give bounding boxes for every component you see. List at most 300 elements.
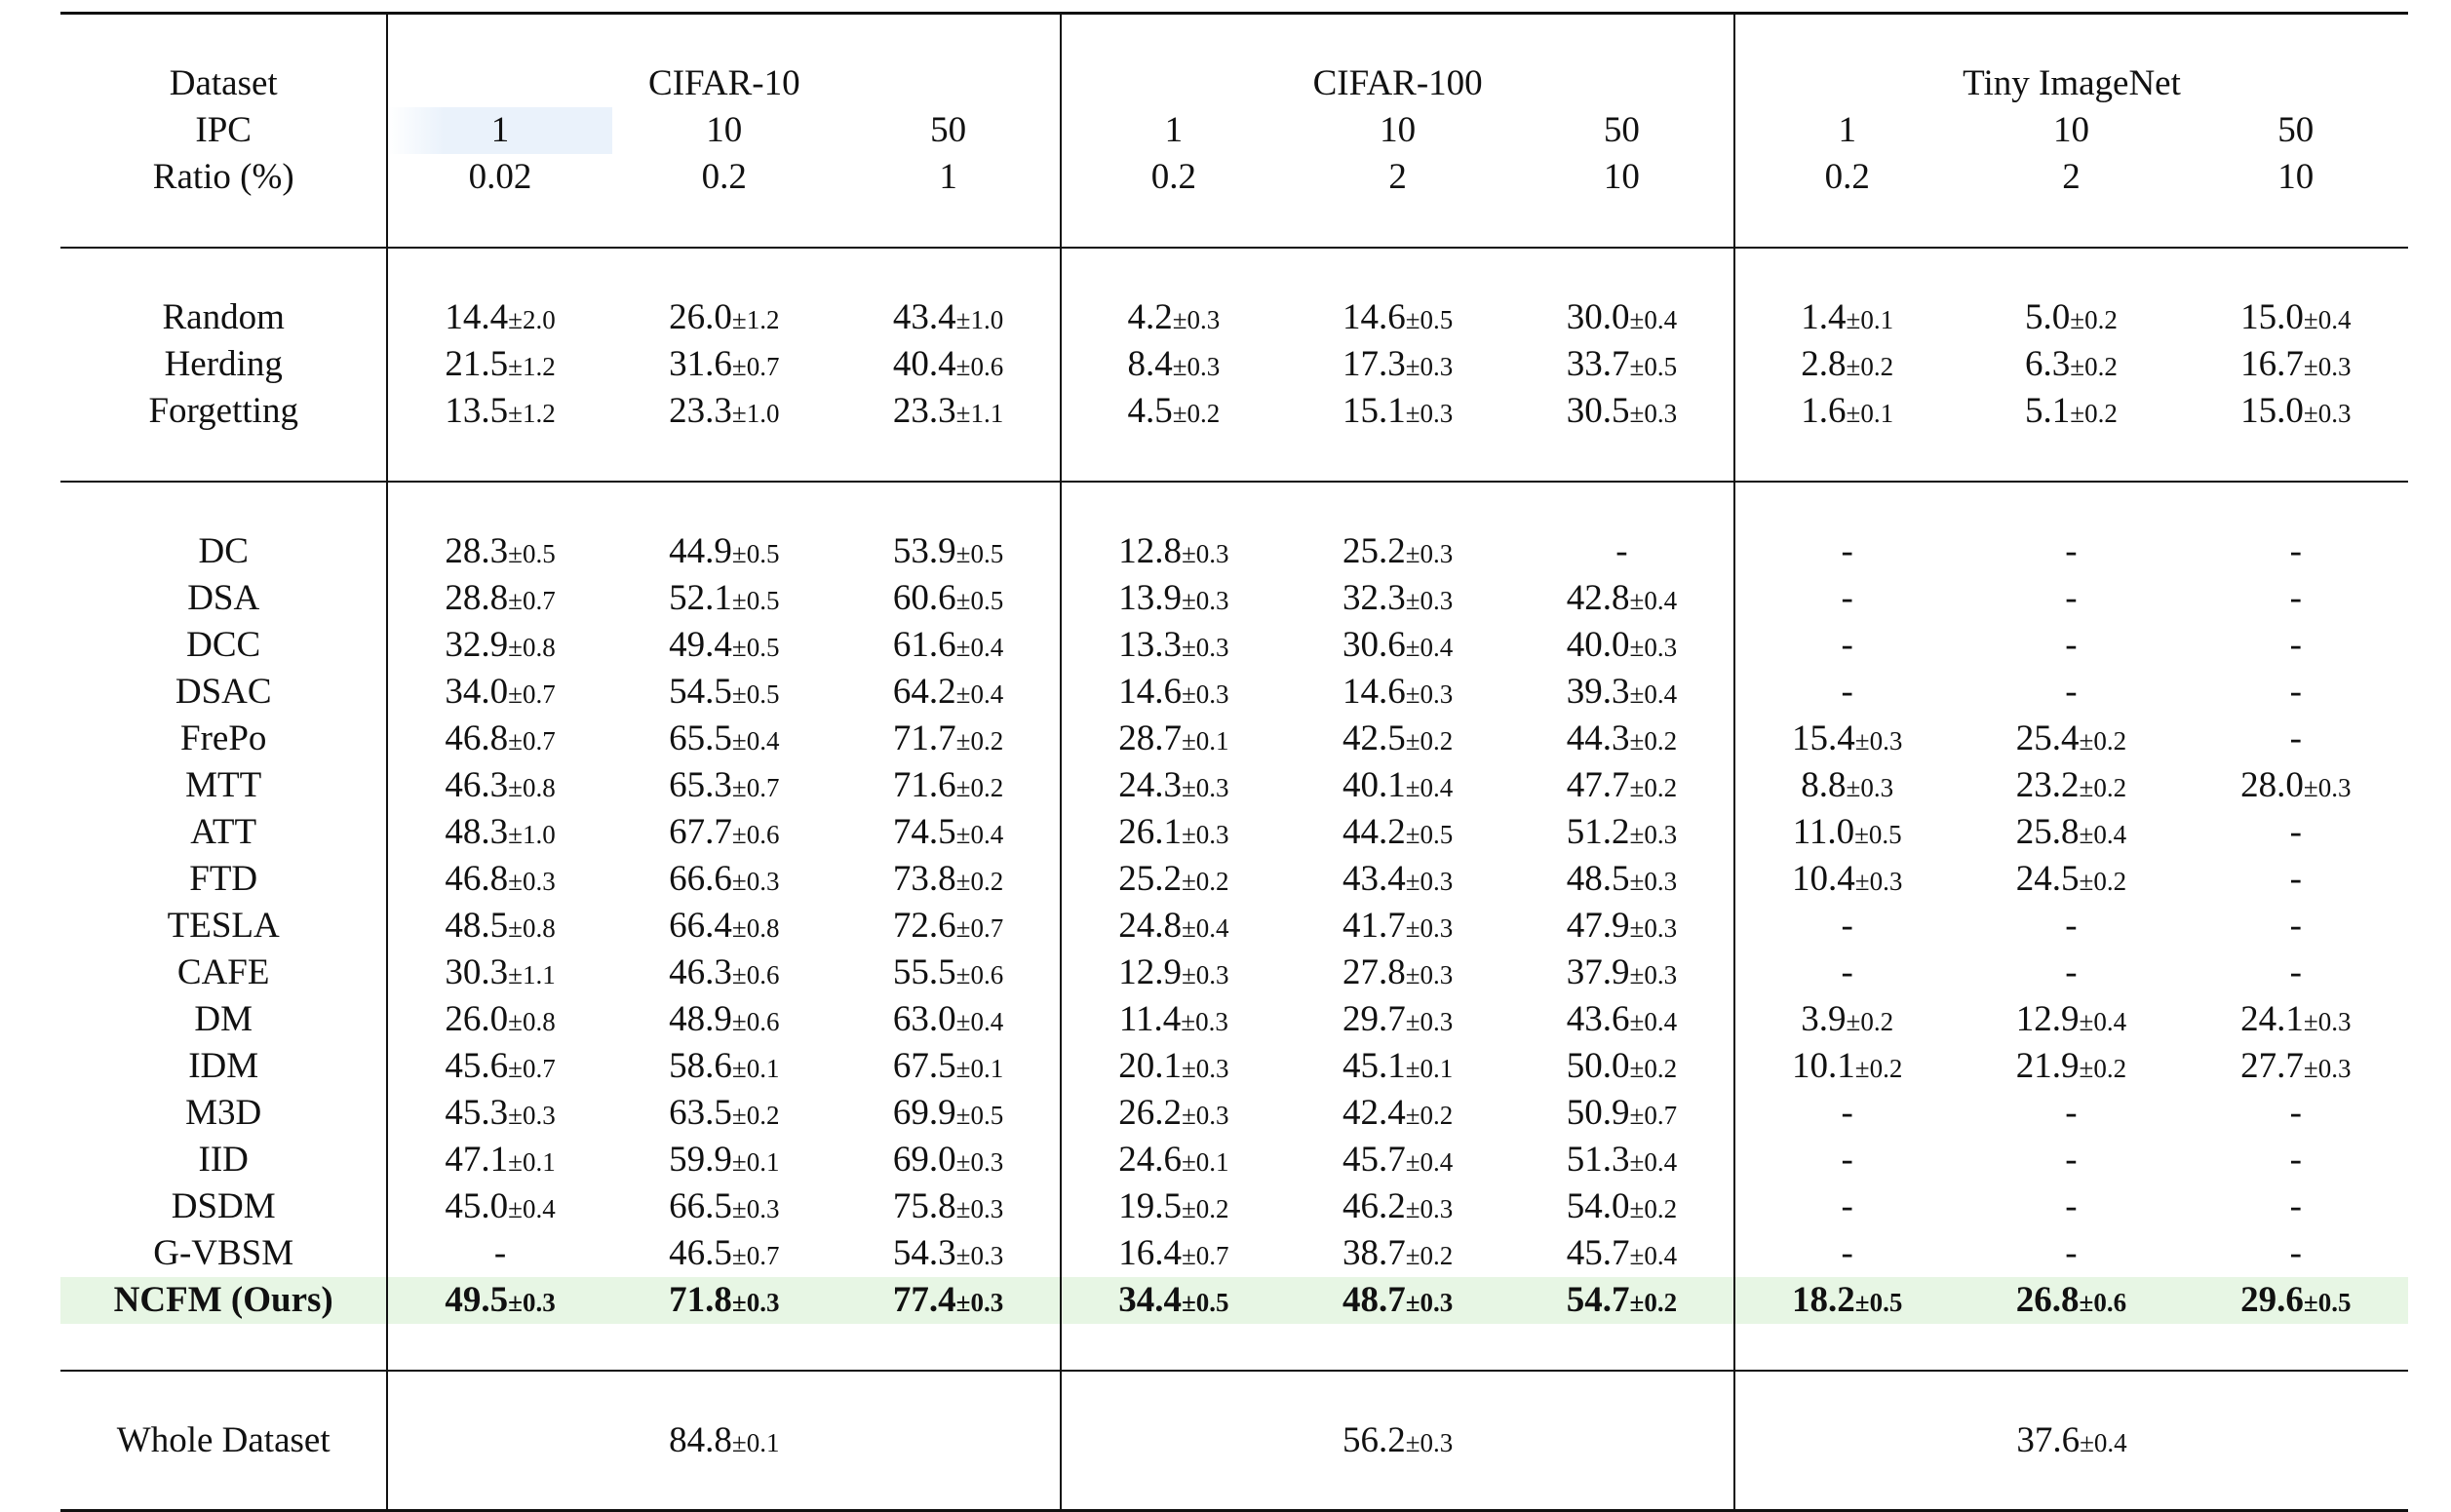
cell-value: - xyxy=(2289,812,2302,852)
cell-std: ±0.6 xyxy=(955,960,1004,989)
table-cell xyxy=(1286,716,1510,762)
ipc-value: 50 xyxy=(2277,110,2315,150)
method-name: CAFE xyxy=(60,950,387,996)
table-cell xyxy=(1061,341,1285,388)
table-cell xyxy=(1061,1137,1285,1183)
cell-value: 50.9 xyxy=(1566,1093,1630,1133)
method-name: MTT xyxy=(60,762,387,809)
cell-value: 5.1 xyxy=(2025,391,2071,431)
cell-std: ±0.4 xyxy=(1629,1147,1678,1177)
cell-std: ±0.6 xyxy=(955,352,1004,381)
cell-value: 10.1 xyxy=(1792,1046,1855,1086)
cell-std: ±0.1 xyxy=(1846,399,1894,428)
cell-value: 63.0 xyxy=(892,999,956,1039)
cell-value: 34.0 xyxy=(445,672,509,712)
cell-std: ±0.7 xyxy=(508,679,556,709)
table-cell xyxy=(612,950,836,996)
cell-std: ±0.1 xyxy=(955,1054,1004,1083)
cell-value: 12.9 xyxy=(1118,952,1182,992)
method-name: DSAC xyxy=(60,669,387,716)
table-cell xyxy=(612,1043,836,1090)
table-cell xyxy=(1734,1043,1959,1090)
table-cell xyxy=(836,1090,1061,1137)
cell-value: 24.5 xyxy=(2015,859,2080,899)
table-cell xyxy=(1061,1090,1285,1137)
cell-std: ±0.4 xyxy=(1629,1007,1678,1036)
cell-std: ±0.2 xyxy=(2070,399,2118,428)
cell-std: ±0.3 xyxy=(1172,352,1221,381)
table-cell xyxy=(2184,809,2408,856)
cell-std: ±0.7 xyxy=(1181,1241,1229,1270)
cell-value: 33.7 xyxy=(1566,344,1630,384)
table-cell xyxy=(1510,1043,1734,1090)
table-cell xyxy=(387,341,611,388)
cell-std: ±0.3 xyxy=(731,1288,780,1317)
cell-value: 3.9 xyxy=(1801,999,1847,1039)
cell-std: ±0.7 xyxy=(508,726,556,756)
cell-value: - xyxy=(2289,1233,2302,1273)
cell-std: ±0.7 xyxy=(508,586,556,615)
table-cell xyxy=(1734,575,1959,622)
table-cell xyxy=(1959,1230,2183,1277)
cell-std: ±0.3 xyxy=(2303,352,2352,381)
cell-value: 26.0 xyxy=(445,999,509,1039)
cell-value: - xyxy=(2289,906,2302,946)
table-cell xyxy=(1510,1277,1734,1324)
table-cell xyxy=(1959,1183,2183,1230)
method-name: M3D xyxy=(60,1090,387,1137)
ipc-value: 10 xyxy=(2052,110,2089,150)
table-cell xyxy=(836,1183,1061,1230)
table-cell xyxy=(1286,1277,1510,1324)
table-cell xyxy=(1734,996,1959,1043)
table-cell xyxy=(1734,716,1959,762)
cell-value: 26.0 xyxy=(669,297,732,337)
table-cell xyxy=(1734,809,1959,856)
cell-std: ±0.3 xyxy=(1405,1428,1454,1457)
cell-std: ±0.5 xyxy=(1405,820,1454,849)
ipc-label: IPC xyxy=(60,107,387,154)
cell-std: ±0.4 xyxy=(1629,586,1678,615)
ratio-value: 0.02 xyxy=(468,157,532,197)
method-row xyxy=(60,575,2408,622)
cell-std: ±0.3 xyxy=(1181,586,1229,615)
whole-dataset-row xyxy=(60,1417,2408,1464)
cell-std: ±0.1 xyxy=(1181,726,1229,756)
cell-value: - xyxy=(2065,952,2078,992)
table-cell xyxy=(1510,809,1734,856)
table-cell xyxy=(1286,669,1510,716)
header-ratio-row xyxy=(60,154,2408,201)
cell-std: ±0.3 xyxy=(2303,399,2352,428)
cell-value: - xyxy=(2065,906,2078,946)
cell-value: 26.2 xyxy=(1118,1093,1182,1133)
cell-std: ±0.4 xyxy=(731,726,780,756)
table-cell xyxy=(1510,1230,1734,1277)
cell-value: 16.7 xyxy=(2240,344,2304,384)
cell-std: ±0.2 xyxy=(2070,305,2118,334)
cell-value: 4.5 xyxy=(1127,391,1173,431)
table-cell xyxy=(387,903,611,950)
cell-std: ±1.1 xyxy=(955,399,1004,428)
table-cell xyxy=(1510,575,1734,622)
table-cell xyxy=(1959,716,2183,762)
cell-std: ±1.2 xyxy=(508,399,556,428)
table-cell xyxy=(1734,1090,1959,1137)
cell-value: 73.8 xyxy=(892,859,956,899)
table-cell xyxy=(836,1230,1061,1277)
cell-std: ±0.2 xyxy=(2079,773,2127,802)
ours-row xyxy=(60,1277,2408,1324)
cell-value: 59.9 xyxy=(669,1140,732,1180)
table-cell xyxy=(1734,856,1959,903)
cell-value: 54.5 xyxy=(669,672,732,712)
cell-std: ±0.2 xyxy=(1405,1241,1454,1270)
table-cell xyxy=(1061,762,1285,809)
cell-value: 49.4 xyxy=(669,625,732,665)
cell-value: 27.7 xyxy=(2240,1046,2304,1086)
table-cell xyxy=(1061,716,1285,762)
table-cell xyxy=(1061,950,1285,996)
table-cell xyxy=(2184,1183,2408,1230)
cell-value: 31.6 xyxy=(669,344,732,384)
table-cell xyxy=(1734,1277,1959,1324)
cell-value: 45.7 xyxy=(1566,1233,1630,1273)
cell-value: - xyxy=(493,1233,507,1273)
cell-value: 75.8 xyxy=(892,1186,956,1226)
cell-std: ±0.4 xyxy=(1629,305,1678,334)
cell-std: ±0.3 xyxy=(1181,539,1229,568)
table-cell xyxy=(1286,622,1510,669)
cell-value: 28.7 xyxy=(1118,718,1182,758)
cell-value: 64.2 xyxy=(892,672,956,712)
cell-value: 84.8 xyxy=(669,1420,732,1460)
table-cell xyxy=(1286,1043,1510,1090)
dataset-header-cifar100: CIFAR-100 xyxy=(1061,60,1734,107)
table-cell xyxy=(2184,1230,2408,1277)
table-cell xyxy=(836,1043,1061,1090)
table-cell xyxy=(1959,903,2183,950)
cell-value: 21.5 xyxy=(445,344,509,384)
cell-value: 47.1 xyxy=(445,1140,509,1180)
cell-std: ±0.2 xyxy=(1405,726,1454,756)
table-cell xyxy=(612,1230,836,1277)
cell-value: 24.6 xyxy=(1118,1140,1182,1180)
cell-value: 34.4 xyxy=(1118,1280,1182,1320)
method-name: NCFM (Ours) xyxy=(60,1277,387,1324)
cell-value: 44.3 xyxy=(1566,718,1630,758)
method-row xyxy=(60,1137,2408,1183)
cell-std: ±0.2 xyxy=(731,1101,780,1130)
table-cell xyxy=(1061,856,1285,903)
table-cell xyxy=(1286,762,1510,809)
cell-value: 40.4 xyxy=(892,344,956,384)
table-cell xyxy=(387,1277,611,1324)
cell-value: 48.5 xyxy=(445,906,509,946)
table-cell xyxy=(1734,528,1959,575)
cell-std: ±0.5 xyxy=(1405,305,1454,334)
method-name: DSA xyxy=(60,575,387,622)
cell-value: 54.3 xyxy=(892,1233,956,1273)
ratio-value: 0.2 xyxy=(1150,157,1196,197)
table-cell xyxy=(1959,1277,2183,1324)
cell-value: - xyxy=(1841,1093,1853,1133)
method-name: Random xyxy=(60,294,387,341)
cell-value: 39.3 xyxy=(1566,672,1630,712)
cell-std: ±0.3 xyxy=(1405,867,1454,896)
table-cell xyxy=(1959,388,2183,435)
cell-value: 45.1 xyxy=(1342,1046,1406,1086)
cell-value: - xyxy=(1841,531,1853,571)
table-cell xyxy=(1734,1230,1959,1277)
cell-std: ±0.3 xyxy=(1854,867,1903,896)
table-cell xyxy=(1510,1183,1734,1230)
cell-value: 46.3 xyxy=(669,952,732,992)
cell-value: 74.5 xyxy=(892,812,956,852)
table-cell xyxy=(1734,950,1959,996)
cell-value: 54.7 xyxy=(1566,1280,1630,1320)
cell-value: 45.3 xyxy=(445,1093,509,1133)
cell-std: ±0.4 xyxy=(2303,305,2352,334)
cell-std: ±0.7 xyxy=(1629,1101,1678,1130)
cell-std: ±0.2 xyxy=(1854,1054,1903,1083)
cell-value: 15.0 xyxy=(2240,297,2304,337)
cell-value: 11.4 xyxy=(1118,999,1182,1039)
ipc-value: 50 xyxy=(1510,107,1734,154)
cell-value: 28.0 xyxy=(2240,765,2304,805)
cell-std: ±0.1 xyxy=(731,1428,780,1457)
cell-std: ±0.2 xyxy=(955,726,1004,756)
cell-std: ±0.3 xyxy=(2303,773,2352,802)
table-cell xyxy=(2184,762,2408,809)
cell-std: ±0.3 xyxy=(1172,305,1221,334)
table-cell xyxy=(2184,575,2408,622)
method-row xyxy=(60,1183,2408,1230)
table-cell xyxy=(1510,762,1734,809)
cell-std: ±0.3 xyxy=(1405,1194,1454,1223)
cell-std: ±0.3 xyxy=(508,867,556,896)
cell-value: 66.4 xyxy=(669,906,732,946)
cell-std: ±1.2 xyxy=(508,352,556,381)
cell-std: ±0.4 xyxy=(955,820,1004,849)
cell-std: ±0.7 xyxy=(731,352,780,381)
cell-std: ±0.7 xyxy=(731,1241,780,1270)
cell-std: ±0.1 xyxy=(508,1147,556,1177)
cell-std: ±0.2 xyxy=(2070,352,2118,381)
cell-std: ±0.4 xyxy=(2080,1428,2127,1457)
cell-value: 29.6 xyxy=(2240,1280,2304,1320)
cell-std: ±0.5 xyxy=(731,586,780,615)
table-cell xyxy=(387,528,611,575)
table-cell xyxy=(2184,856,2408,903)
cell-std: ±2.0 xyxy=(508,305,556,334)
cell-value: 21.9 xyxy=(2015,1046,2080,1086)
cell-std: ±0.5 xyxy=(1181,1288,1229,1317)
cell-value: 30.0 xyxy=(1566,297,1630,337)
cell-std: ±0.3 xyxy=(1181,1007,1228,1036)
cell-value: - xyxy=(2065,1233,2078,1273)
cell-value: 41.7 xyxy=(1342,906,1406,946)
table-cell xyxy=(1734,1137,1959,1183)
table-cell xyxy=(2184,716,2408,762)
cell-value: 26.1 xyxy=(1118,812,1182,852)
method-name: DC xyxy=(60,528,387,575)
table-cell xyxy=(1286,856,1510,903)
table-cell xyxy=(1959,762,2183,809)
cell-std: ±0.2 xyxy=(1629,1194,1678,1223)
cell-value: 47.7 xyxy=(1566,765,1630,805)
cell-std: ±0.4 xyxy=(955,633,1004,662)
cell-std: ±0.4 xyxy=(1405,773,1454,802)
cell-value: 77.4 xyxy=(892,1280,956,1320)
method-name: FTD xyxy=(60,856,387,903)
dataset-label: Dataset xyxy=(60,60,387,107)
cell-value: 43.6 xyxy=(1566,999,1630,1039)
table-cell xyxy=(1061,388,1285,435)
table-cell xyxy=(2184,903,2408,950)
table-cell xyxy=(1734,903,1959,950)
table-cell xyxy=(1510,996,1734,1043)
cell-std: ±0.5 xyxy=(955,586,1004,615)
table-cell xyxy=(1959,622,2183,669)
cell-std: ±0.2 xyxy=(955,867,1004,896)
table-cell xyxy=(387,1183,611,1230)
cell-value: 1.4 xyxy=(1801,297,1847,337)
cell-value: 44.2 xyxy=(1342,812,1406,852)
table-cell xyxy=(612,1090,836,1137)
cell-value: - xyxy=(2289,1186,2302,1226)
table-cell xyxy=(1510,388,1734,435)
cell-std: ±0.3 xyxy=(1181,1054,1229,1083)
table-cell xyxy=(612,294,836,341)
table-cell xyxy=(1510,294,1734,341)
table-cell xyxy=(1510,856,1734,903)
table-cell xyxy=(612,903,836,950)
cell-value: 50.0 xyxy=(1566,1046,1630,1086)
table-cell xyxy=(612,1277,836,1324)
cell-std: ±0.3 xyxy=(955,1241,1004,1270)
cell-value: 69.9 xyxy=(892,1093,956,1133)
cell-std: ±0.8 xyxy=(508,913,556,943)
table-cell xyxy=(387,294,611,341)
table-cell xyxy=(2184,341,2408,388)
method-row xyxy=(60,716,2408,762)
cell-value: - xyxy=(2065,1140,2078,1180)
cell-value: 48.5 xyxy=(1566,859,1630,899)
cell-std: ±0.3 xyxy=(1405,399,1454,428)
cell-value: 14.6 xyxy=(1118,672,1182,712)
method-name: IID xyxy=(60,1137,387,1183)
cell-value: 24.1 xyxy=(2240,999,2304,1039)
table-cell xyxy=(1061,528,1285,575)
cell-value: - xyxy=(1841,952,1853,992)
table-cell xyxy=(836,1137,1061,1183)
cell-std: ±0.3 xyxy=(1181,773,1229,802)
table-cell xyxy=(1061,669,1285,716)
cell-value: 20.1 xyxy=(1118,1046,1182,1086)
cell-value: 46.8 xyxy=(445,859,509,899)
cell-std: ±0.6 xyxy=(2079,1288,2127,1317)
cell-value: 28.3 xyxy=(445,531,509,571)
cell-value: 24.3 xyxy=(1118,765,1182,805)
ratio-value: 10 xyxy=(1510,154,1734,201)
cell-value: 12.9 xyxy=(2015,999,2080,1039)
cell-std: ±0.2 xyxy=(1181,867,1229,896)
cell-std: ±0.2 xyxy=(2079,1054,2127,1083)
cell-std: ±0.5 xyxy=(731,633,780,662)
cell-value: 25.2 xyxy=(1118,859,1182,899)
dataset-header-cifar10: CIFAR-10 xyxy=(387,60,1061,107)
cell-value: 44.9 xyxy=(669,531,732,571)
cell-value: 63.5 xyxy=(669,1093,732,1133)
cell-value: - xyxy=(2289,718,2302,758)
cell-value: 14.6 xyxy=(1342,297,1406,337)
header-ipc-row xyxy=(60,107,2408,154)
cell-std: ±0.2 xyxy=(1172,399,1221,428)
table-cell xyxy=(387,575,611,622)
table-cell xyxy=(2184,388,2408,435)
cell-value: 48.3 xyxy=(445,812,509,852)
cell-value: - xyxy=(2289,1093,2302,1133)
cell-value: 72.6 xyxy=(892,906,956,946)
cell-std: ±0.3 xyxy=(1405,960,1454,989)
table-cell xyxy=(1959,809,2183,856)
table-cell xyxy=(836,950,1061,996)
cell-value: 19.5 xyxy=(1118,1186,1182,1226)
method-name: FrePo xyxy=(60,716,387,762)
table-cell xyxy=(2184,996,2408,1043)
table-cell xyxy=(1061,575,1285,622)
table-cell xyxy=(1510,1137,1734,1183)
cell-std: ±0.2 xyxy=(1846,352,1894,381)
table-cell xyxy=(2184,1090,2408,1137)
table-cell xyxy=(1061,903,1285,950)
table-cell xyxy=(1959,950,2183,996)
table-cell xyxy=(612,809,836,856)
cell-value: 27.8 xyxy=(1342,952,1406,992)
cell-std: ±0.4 xyxy=(955,679,1004,709)
cell-std: ±0.6 xyxy=(731,1007,780,1036)
table-cell xyxy=(1286,388,1510,435)
table-cell xyxy=(2184,1043,2408,1090)
cell-value: 66.5 xyxy=(669,1186,732,1226)
cell-std: ±0.1 xyxy=(731,1054,780,1083)
table-cell xyxy=(836,716,1061,762)
cell-std: ±0.4 xyxy=(2079,1007,2127,1036)
cell-value: - xyxy=(1841,625,1853,665)
cell-std: ±0.4 xyxy=(1629,679,1678,709)
table-cell xyxy=(1286,809,1510,856)
cell-std: ±0.8 xyxy=(508,633,556,662)
cell-std: ±0.3 xyxy=(1405,913,1454,943)
cell-value: 26.8 xyxy=(2015,1280,2080,1320)
table-cell xyxy=(612,856,836,903)
cell-std: ±0.5 xyxy=(508,539,556,568)
method-row xyxy=(60,856,2408,903)
table-cell xyxy=(1510,950,1734,996)
cell-std: ±1.0 xyxy=(955,305,1004,334)
table-cell xyxy=(836,762,1061,809)
cell-std: ±0.6 xyxy=(731,820,780,849)
table-cell xyxy=(1734,388,1959,435)
cell-value: 5.0 xyxy=(2025,297,2071,337)
cell-std: ±0.3 xyxy=(731,867,780,896)
method-row xyxy=(60,903,2408,950)
cell-std: ±0.4 xyxy=(2079,820,2127,849)
cell-value: 46.2 xyxy=(1342,1186,1406,1226)
cell-std: ±0.1 xyxy=(1181,1147,1229,1177)
table-cell xyxy=(387,1090,611,1137)
